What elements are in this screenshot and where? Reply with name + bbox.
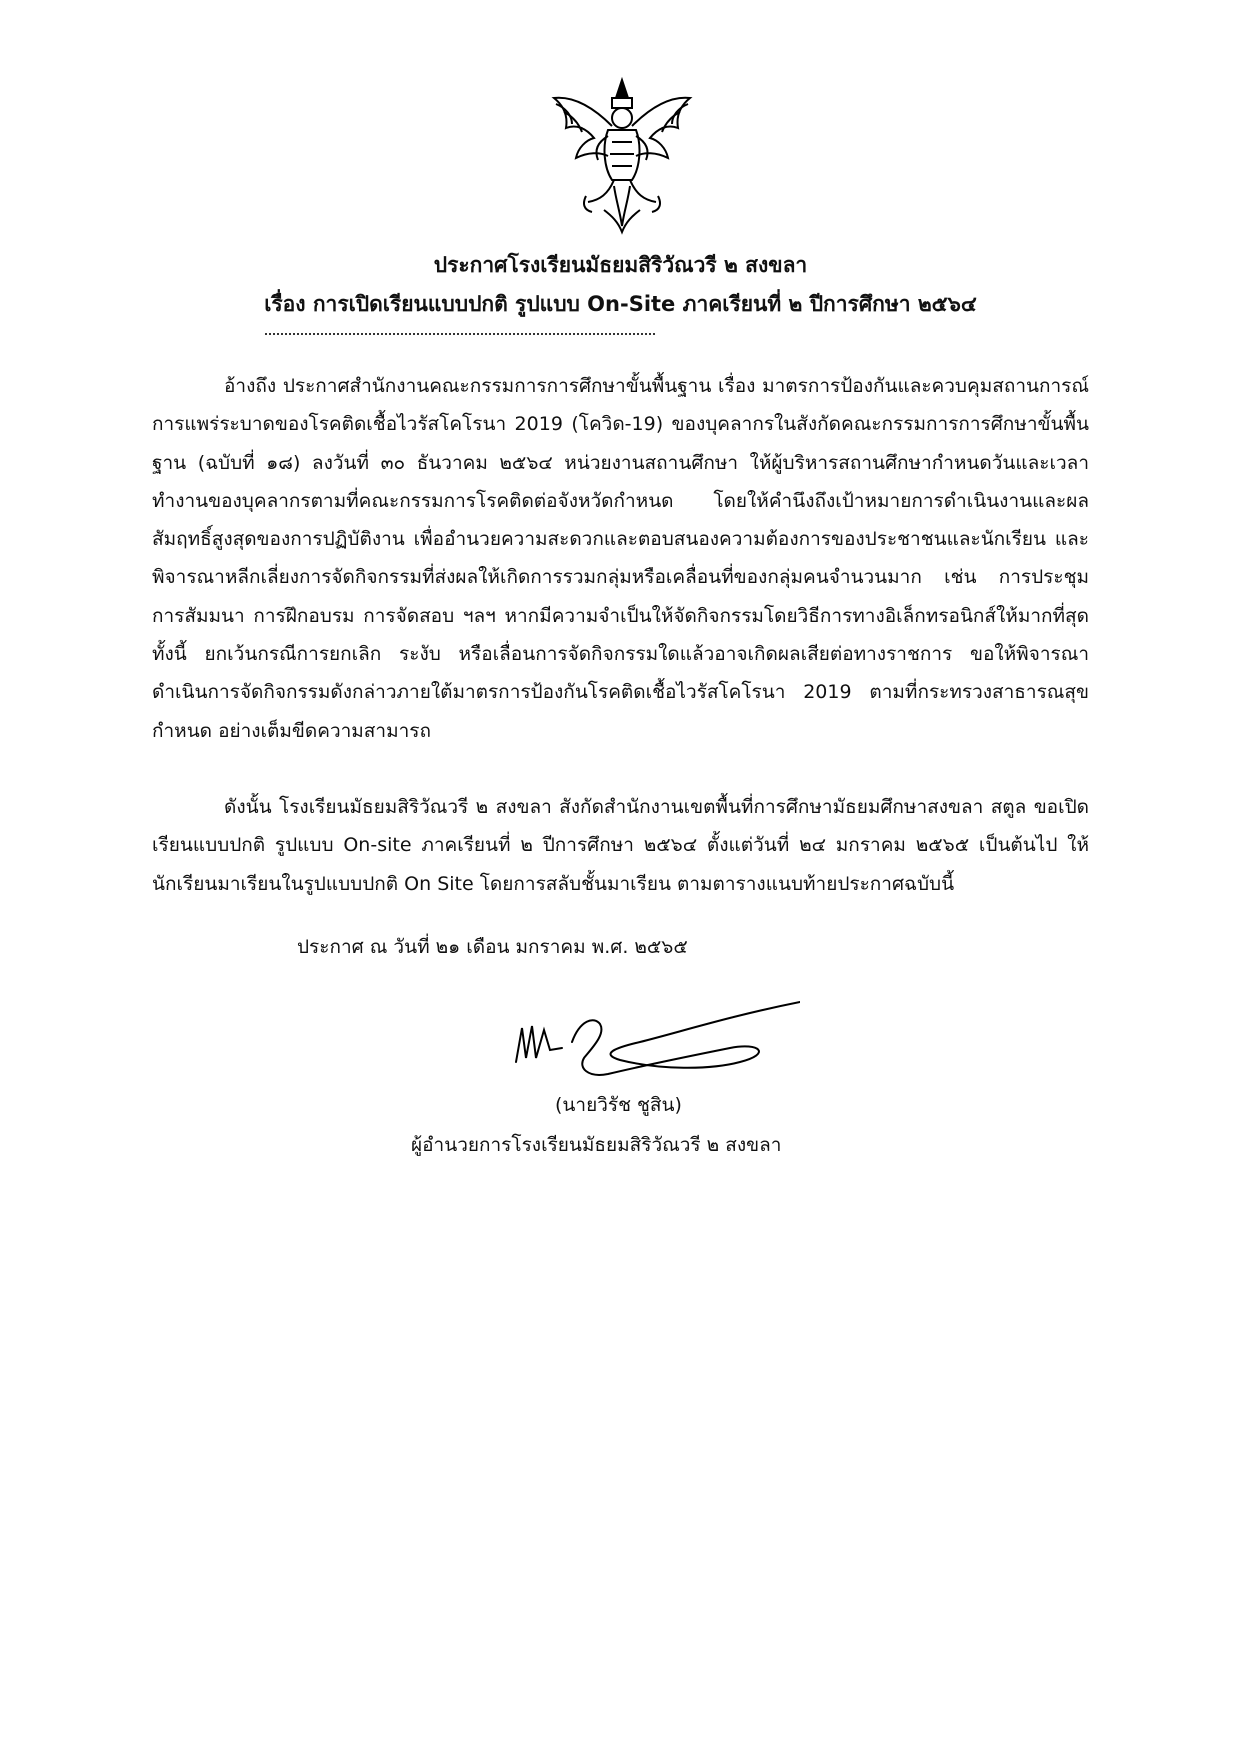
garuda-emblem-icon	[542, 76, 702, 236]
announcement-date: ประกาศ ณ วันที่ ๒๑ เดือน มกราคม พ.ศ. ๒๕๖๕	[297, 936, 688, 958]
body-paragraph-1: อ้างถึง ประกาศสำนักงานคณะกรรมการการศึกษาขั้นพื้นฐาน เรื่อง มาตรการป้องกันและควบคุมสถานการณ์การแพร่ระบาดของโรคติดเชื้อไวรัสโคโรนา 2019 (โควิด-19) ของบุคลากรในสังกัดคณะกรรมการการศึกษาขั้นพื้นฐาน (ฉบับที่ ๑๘) ลงวันที่ ๓๐ ธันวาคม ๒๕๖๔ หน่วยงานสถานศึกษา ให้ผู้บริหารสถานศึกษากำหนดวันและเวลาทำงานของบุคลากรตามที่คณะกรรมการโรคติดต่อจังหวัดกำหนด โดยให้คำนึงถึงเป้าหมายการดำเนินงานและผลสัมฤทธิ์สูงสุดของการปฏิบัติงาน เพื่ออำนวยความสะดวกและตอบสนองความต้องการของประชาชนและนักเรียน และพิจารณาหลีกเลี่ยงการจัดกิจกรรมที่ส่งผลให้เกิดการรวมกลุ่มหรือเคลื่อนที่ของกลุ่มคนจำนวนมาก เช่น การประชุม การสัมมนา การฝึกอบรม การจัดสอบ ฯลฯ หากมีความจำเป็นให้จัดกิจกรรมโดยวิธีการทางอิเล็กทรอนิกส์ให้มากที่สุด ทั้งนี้ ยกเว้นกรณีการยกเลิก ระงับ หรือเลื่อนการจัดกิจกรรมใดแล้วอาจเกิดผลเสียต่อทางราชการ ขอให้พิจารณาดำเนินการจัดกิจกรรมดังกล่าวภายใต้มาตรการป้องกันโรคติดเชื้อไวรัสโคโรนา 2019 ตามที่กระทรวงสาธารณสุขกำหนด อย่างเต็มขีดความสามารถ	[152, 375, 1089, 742]
body-paragraph-2: ดังนั้น โรงเรียนมัธยมสิริวัณวรี ๒ สงขลา สังกัดสำนักงานเขตพื้นที่การศึกษามัธยมศึกษาสงขลา สตูล ขอเปิดเรียนแบบปกติ รูปแบบ On-site ภาคเรียนที่ ๒ ปีการศึกษา ๒๕๖๔ ตั้งแต่วันที่ ๒๔ มกราคม ๒๕๖๕ เป็นต้นไป ให้นักเรียนมาเรียนในรูปแบบปกติ On Site โดยการสลับชั้นมาเรียน ตามตารางแนบท้ายประกาศฉบับนี้	[152, 796, 1089, 895]
announcement-title: ประกาศโรงเรียนมัธยมสิริวัณวรี ๒ สงขลา	[433, 253, 808, 277]
announcement-subject: เรื่อง การเปิดเรียนแบบปกติ รูปแบบ On-Site ภาคเรียนที่ ๒ ปีการศึกษา ๒๕๖๔	[264, 292, 977, 316]
signature-image	[510, 1000, 800, 1090]
signer-name: (นายวิรัช ชูสิน)	[555, 1094, 682, 1116]
dotted-separator	[265, 333, 655, 335]
signer-position: ผู้อำนวยการโรงเรียนมัธยมสิริวัณวรี ๒ สงขลา	[411, 1134, 782, 1156]
